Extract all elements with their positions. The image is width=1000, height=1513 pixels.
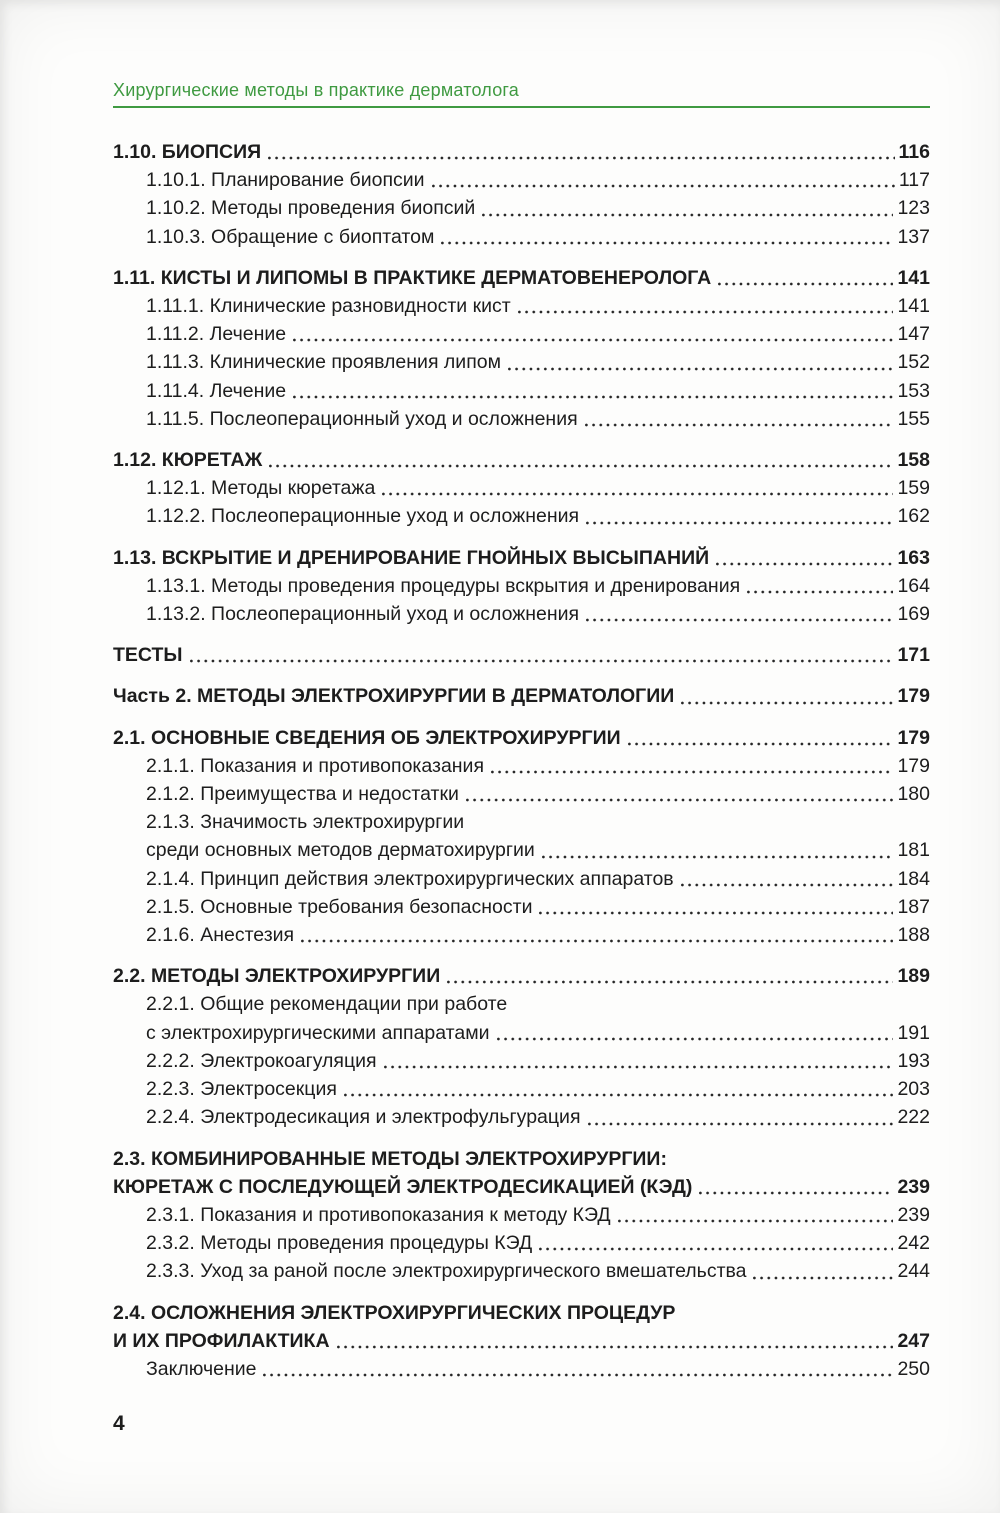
toc-entry-text: 1.11.1. Клинические разновидности кист (146, 295, 511, 318)
toc-page-number: 189 (897, 965, 930, 988)
toc-section (113, 962, 930, 1131)
toc-heading-row (113, 138, 930, 166)
toc-page-number: 193 (897, 1049, 930, 1072)
toc-page-number: 164 (897, 574, 930, 597)
toc-page-number: 163 (897, 546, 930, 569)
toc-page-number: 203 (897, 1078, 930, 1101)
toc-item-row (113, 893, 930, 921)
toc-entry-text: 2.1. ОСНОВНЫЕ СВЕДЕНИЯ ОБ ЭЛЕКТРОХИРУРГИИ (113, 726, 621, 749)
toc-heading-row (113, 724, 930, 752)
toc-heading-row (113, 264, 930, 292)
dot-leader (466, 798, 894, 802)
dot-leader (586, 521, 893, 525)
toc-heading-row (113, 1145, 930, 1173)
toc-item-row (113, 166, 930, 194)
dot-leader (699, 1191, 893, 1195)
toc-page-number: 152 (897, 351, 930, 374)
toc-item-row (113, 320, 930, 348)
toc-item-row (113, 474, 930, 502)
toc-entry-text: Часть 2. МЕТОДЫ ЭЛЕКТРОХИРУРГИИ В ДЕРМАТОЛОГИИ (113, 685, 675, 708)
toc-page-number: 116 (898, 141, 930, 163)
toc-item-row (113, 780, 930, 808)
toc-page-number: 158 (897, 449, 930, 472)
toc-entry-text: 2.2. МЕТОДЫ ЭЛЕКТРОХИРУРГИИ (113, 965, 441, 988)
dot-leader (539, 1247, 893, 1251)
dot-leader (718, 282, 893, 286)
toc-item-row (113, 600, 930, 628)
toc-entry-text: 1.10. БИОПСИЯ (113, 141, 262, 163)
toc-section (113, 1299, 930, 1384)
toc-item-row (113, 572, 930, 600)
toc-entry-text: 2.2.2. Электрокоагуляция (146, 1049, 377, 1072)
toc-page-number: 184 (897, 867, 930, 890)
toc-page-number: 180 (897, 783, 930, 806)
toc-entry-text: 1.11.3. Клинические проявления липом (146, 351, 501, 374)
dot-leader (588, 1122, 894, 1126)
toc-item-row (113, 348, 930, 376)
dot-leader (681, 701, 893, 705)
dot-leader (586, 618, 893, 622)
toc-section (113, 544, 930, 629)
dot-leader (263, 1373, 893, 1377)
toc-entry-text: 1.11. КИСТЫ И ЛИПОМЫ В ПРАКТИКЕ ДЕРМАТОВЕНЕРОЛОГА (113, 266, 712, 289)
toc-entry-text: 2.3.2. Методы проведения процедуры КЭД (146, 1232, 533, 1255)
toc-item-row (113, 1075, 930, 1103)
toc-item-row (113, 836, 930, 864)
toc-page-number: 247 (897, 1329, 930, 1352)
toc-item-row (113, 223, 930, 251)
toc-entry-text: ТЕСТЫ (113, 644, 183, 667)
toc-entry-text: 2.2.1. Общие рекомендации при работе (146, 993, 508, 1016)
dot-leader (268, 156, 894, 160)
toc-entry-text: 1.10.2. Методы проведения биопсий (146, 197, 476, 220)
toc-entry-text: 2.3.1. Показания и противопоказания к методу КЭД (146, 1203, 611, 1226)
toc-entry-text: 1.13.1. Методы проведения процедуры вскрытия и дренирования (146, 574, 741, 597)
toc-heading-row (113, 682, 930, 710)
toc-item-row (113, 1201, 930, 1229)
toc-entry-text: 2.3.3. Уход за раной после электрохирургического вмешательства (146, 1260, 747, 1283)
toc-page-number: 239 (897, 1175, 930, 1198)
dot-leader (344, 1093, 894, 1097)
toc-entry-text: 1.11.4. Лечение (146, 379, 287, 402)
dot-leader (190, 659, 894, 663)
toc-entry-text: 2.3. КОМБИНИРОВАННЫЕ МЕТОДЫ ЭЛЕКТРОХИРУРГИИ: (113, 1147, 667, 1170)
toc-page-number: 179 (897, 685, 930, 708)
dot-leader (585, 423, 894, 427)
toc-page-number: 141 (897, 295, 930, 318)
dot-leader (518, 310, 894, 314)
toc-page-number: 181 (897, 839, 930, 862)
toc-item-row (113, 1103, 930, 1131)
toc-entry-text: 2.1.4. Принцип действия электрохирургических аппаратов (146, 867, 674, 890)
toc-entry-text: КЮРЕТАЖ С ПОСЛЕДУЮЩЕЙ ЭЛЕКТРОДЕСИКАЦИЕЙ (КЭД) (113, 1175, 693, 1198)
toc-entry-text: Заключение (146, 1357, 257, 1380)
toc-section (113, 138, 930, 251)
dot-leader (482, 213, 893, 217)
toc-page-number: 162 (897, 505, 930, 528)
dot-leader (301, 939, 893, 943)
toc-heading-row (113, 544, 930, 572)
toc-page-number: 159 (897, 477, 930, 500)
toc-heading-row (113, 962, 930, 990)
toc-section (113, 446, 930, 531)
dot-leader (539, 911, 893, 915)
dot-leader (382, 492, 893, 496)
toc-entry-text: 1.13.2. Послеоперационный уход и осложнения (146, 603, 580, 626)
toc-heading-row (113, 641, 930, 669)
toc-entry-text: 1.12.2. Послеоперационные уход и осложнения (146, 505, 580, 528)
toc-entry-text: 2.1.1. Показания и противопоказания (146, 754, 485, 777)
toc-entry-text: 1.12.1. Методы кюретажа (146, 477, 376, 500)
toc-item-row (113, 194, 930, 222)
toc-item-row (113, 405, 930, 433)
toc-page-number: 244 (897, 1260, 930, 1283)
page-number: 4 (113, 1412, 125, 1435)
toc-item-row (113, 1355, 930, 1383)
dot-leader (753, 1276, 893, 1280)
toc-entry-text: среди основных методов дерматохирургии (146, 839, 535, 862)
toc-section (113, 641, 930, 669)
toc-item-row (113, 377, 930, 405)
toc-item-row (113, 921, 930, 949)
toc-section (113, 264, 930, 433)
toc-entry-text: 1.10.1. Планирование биопсии (146, 169, 425, 192)
toc-entry-text: 2.2.4. Электродесикация и электрофульгурация (146, 1106, 581, 1129)
toc-page-number: 171 (897, 644, 930, 667)
toc-entry-text: 2.1.2. Преимущества и недостатки (146, 783, 459, 806)
dot-leader (293, 395, 893, 399)
dot-leader (618, 1219, 894, 1223)
dot-leader (497, 1037, 894, 1041)
toc-item-row (113, 1229, 930, 1257)
dot-leader (432, 184, 895, 188)
toc-page-number: 147 (897, 323, 930, 346)
toc-item-row (113, 1019, 930, 1047)
dot-leader (542, 855, 894, 859)
toc-page-number: 242 (897, 1232, 930, 1255)
dot-leader (441, 241, 893, 245)
dot-leader (447, 980, 893, 984)
toc-entry-text: И ИХ ПРОФИЛАКТИКА (113, 1329, 330, 1352)
toc-item-row (113, 990, 930, 1018)
toc-entry-text: 1.11.2. Лечение (146, 323, 287, 346)
toc-page-number: 155 (897, 407, 930, 430)
toc-page-number: 179 (897, 726, 930, 749)
toc-item-row (113, 1257, 930, 1285)
dot-leader (716, 562, 893, 566)
toc-page-number: 250 (897, 1357, 930, 1380)
dot-leader (269, 464, 893, 468)
dot-leader (337, 1345, 894, 1349)
toc-entry-text: 1.13. ВСКРЫТИЕ И ДРЕНИРОВАНИЕ ГНОЙНЫХ ВЫСЫПАНИЙ (113, 546, 710, 569)
toc-page-number: 191 (897, 1021, 930, 1044)
toc-page-number: 153 (897, 379, 930, 402)
dot-leader (508, 367, 893, 371)
dot-leader (681, 883, 894, 887)
toc-entry-text: 2.1.6. Анестезия (146, 924, 295, 947)
toc-heading-row (113, 1173, 930, 1201)
toc-item-row (113, 865, 930, 893)
toc-section (113, 1145, 930, 1286)
toc-entry-text: 2.1.5. Основные требования безопасности (146, 895, 533, 918)
dot-leader (628, 742, 894, 746)
toc-entry-text: 1.11.5. Послеоперационный уход и осложнения (146, 407, 578, 430)
toc-item-row (113, 752, 930, 780)
toc-page-number: 141 (897, 266, 930, 289)
running-header: Хирургические методы в практике дерматолога (113, 80, 519, 100)
toc-page-number: 188 (897, 924, 930, 947)
toc-page-number: 169 (897, 603, 930, 626)
toc-heading-row (113, 1327, 930, 1355)
toc-entry-text: с электрохирургическими аппаратами (146, 1021, 490, 1044)
toc-page-number: 123 (897, 197, 930, 220)
toc-entry-text: 2.2.3. Электросекция (146, 1078, 337, 1101)
header-rule (113, 106, 930, 108)
dot-leader (491, 770, 893, 774)
toc-page-number: 117 (898, 169, 930, 192)
toc-item-row (113, 292, 930, 320)
toc-item-row (113, 502, 930, 530)
toc (113, 138, 930, 1383)
toc-page-number: 187 (897, 895, 930, 918)
toc-section (113, 724, 930, 950)
toc-page-number: 137 (897, 225, 930, 248)
toc-page-number: 222 (897, 1106, 930, 1129)
toc-heading-row (113, 1299, 930, 1327)
toc-entry-text: 1.12. КЮРЕТАЖ (113, 449, 263, 472)
toc-page-number: 179 (897, 754, 930, 777)
toc-item-row (113, 1047, 930, 1075)
toc-section (113, 682, 930, 710)
dot-leader (293, 338, 893, 342)
toc-entry-text: 1.10.3. Обращение с биоптатом (146, 225, 435, 248)
toc-page-number: 239 (897, 1203, 930, 1226)
toc-entry-text: 2.4. ОСЛОЖНЕНИЯ ЭЛЕКТРОХИРУРГИЧЕСКИХ ПРОЦЕДУР (113, 1301, 676, 1324)
toc-entry-text: 2.1.3. Значимость электрохирургии (146, 811, 465, 834)
dot-leader (747, 590, 893, 594)
toc-item-row (113, 808, 930, 836)
toc-heading-row (113, 446, 930, 474)
dot-leader (384, 1065, 894, 1069)
